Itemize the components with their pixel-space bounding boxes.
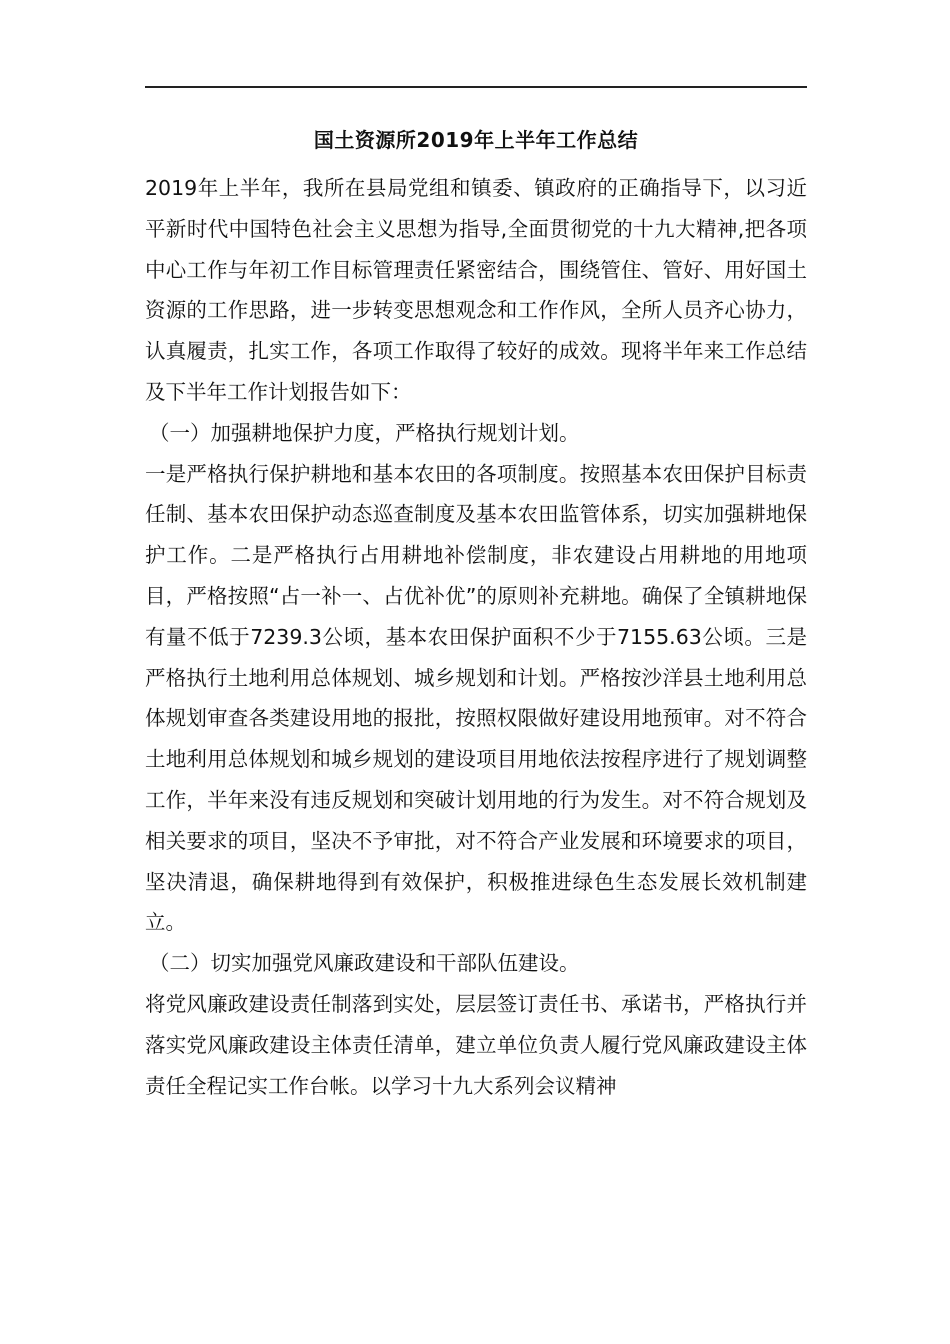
paragraph-intro: 2019年上半年，我所在县局党组和镇委、镇政府的正确指导下，以习近平新时代中国特色社会主义思想为指导,全面贯彻党的十九大精神,把各项中心工作与年初工作目标管理责任紧密结合，围绕管住、管好、用好国土资源的工作思路，进一步转变思想观念和工作作风，全所人员齐心协力，认真履责，扎实工作，各项工作取得了较好的成效。现将半年来工作总结及下半年工作计划报告如下：: [145, 176, 807, 404]
section-heading-2: （二）切实加强党风廉政建设和干部队伍建设。: [149, 951, 580, 976]
section-heading-1: （一）加强耕地保护力度，严格执行规划计划。: [149, 420, 580, 445]
paragraph-section-2: 将党风廉政建设责任制落到实处，层层签订责任书、承诺书，严格执行并落实党风廉政建设主体责任清单，建立单位负责人履行党风廉政建设主体责任全程记实工作台帐。以学习十九大系列会议精神: [145, 991, 807, 1098]
document-body: [145, 168, 807, 1106]
paragraph-section-1: 一是严格执行保护耕地和基本农田的各项制度。按照基本农田保护目标责任制、基本农田保护动态巡查制度及基本农田监管体系，切实加强耕地保护工作。二是严格执行占用耕地补偿制度，非农建设占用耕地的用地项目，严格按照“占一补一、占优补优”的原则补充耕地。确保了全镇耕地保有量不低于7239.3公顷，基本农田保护面积不少于7155.63公顷。三是严格执行土地利用总体规划、城乡规划和计划。严格按沙洋县土地利用总体规划审查各类建设用地的报批，按照权限做好建设用地预审。对不符合土地利用总体规划和城乡规划的建设项目用地依法按程序进行了规划调整工作，半年来没有违反规划和突破计划用地的行为发生。对不符合规划及相关要求的项目，坚决不予审批，对不符合产业发展和环境要求的项目，坚决清退，确保耕地得到有效保护，积极推进绿色生态发展长效机制建立。: [145, 461, 807, 935]
document-title: 国土资源所2019年上半年工作总结: [313, 128, 639, 152]
header-rule: [145, 86, 807, 88]
